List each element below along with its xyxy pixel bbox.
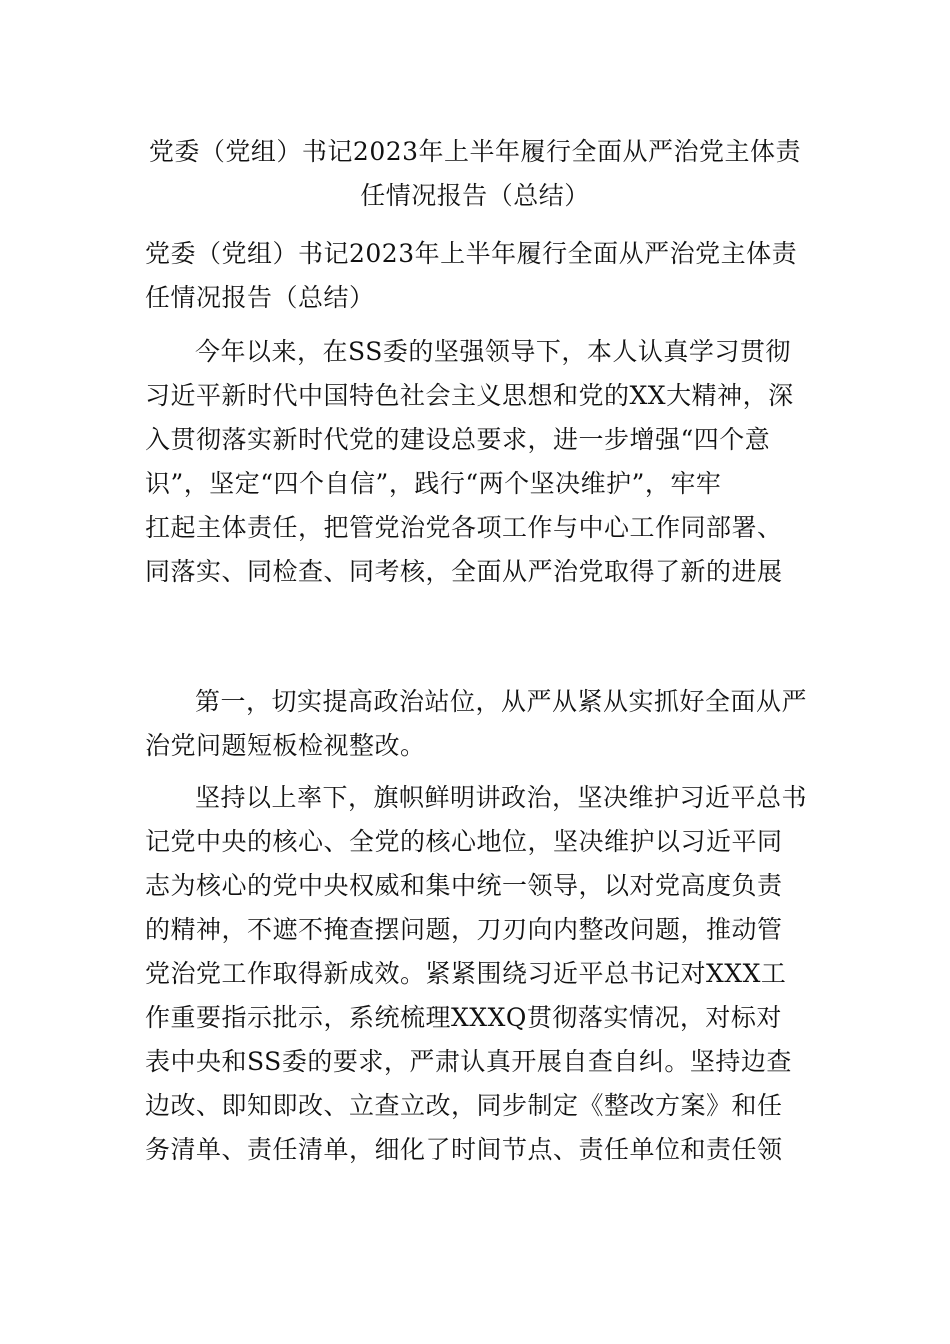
paragraph-line: 习近平新时代中国特色社会主义思想和党的XX大精神，深 bbox=[145, 381, 794, 410]
paragraph-2 bbox=[145, 680, 808, 768]
subtitle-line-2: 任情况报告（总结） bbox=[145, 283, 375, 312]
paragraph-line: 入贯彻落实新时代党的建设总要求，进一步增强“四个意 bbox=[145, 425, 771, 454]
paragraph-1 bbox=[145, 330, 805, 594]
paragraph-line: 党治党工作取得新成效。紧紧围绕习近平总书记对XXX工 bbox=[145, 959, 787, 988]
paragraph-line: 今年以来，在SS委的坚强领导下，本人认真学习贯彻 bbox=[195, 337, 791, 366]
paragraph-3 bbox=[145, 776, 808, 1172]
paragraph-line: 同落实、同检查、同考核，全面从严治党取得了新的进展 bbox=[145, 557, 783, 586]
paragraph-line: 识”，坚定“四个自信”，践行“两个坚决维护”，牢牢 bbox=[145, 469, 722, 498]
title-line-1: 党委（党组）书记2023年上半年履行全面从严治党主体责 bbox=[148, 137, 802, 166]
title-line-2: 任情况报告（总结） bbox=[360, 181, 590, 210]
paragraph-line: 志为核心的党中央权威和集中统一领导，以对党高度负责 bbox=[145, 871, 783, 900]
document-title bbox=[145, 130, 805, 218]
paragraph-line: 治党问题短板检视整改。 bbox=[145, 731, 426, 760]
document-subtitle bbox=[145, 232, 805, 320]
paragraph-line: 扛起主体责任，把管党治党各项工作与中心工作同部署、 bbox=[145, 513, 783, 542]
subtitle-line-1: 党委（党组）书记2023年上半年履行全面从严治党主体责 bbox=[145, 239, 798, 268]
paragraph-line: 表中央和SS委的要求，严肃认真开展自查自纠。坚持边查 bbox=[145, 1047, 792, 1076]
paragraph-line: 的精神，不遮不掩查摆问题，刀刃向内整改问题，推动管 bbox=[145, 915, 783, 944]
paragraph-line: 坚持以上率下，旗帜鲜明讲政治，坚决维护习近平总书 bbox=[195, 783, 808, 812]
paragraph-line: 第一，切实提高政治站位，从严从紧从实抓好全面从严 bbox=[195, 687, 808, 716]
paragraph-line: 边改、即知即改、立查立改，同步制定《整改方案》和任 bbox=[145, 1091, 783, 1120]
paragraph-line: 作重要指示批示，系统梳理XXXQ贯彻落实情况，对标对 bbox=[145, 1003, 782, 1032]
paragraph-line: 务清单、责任清单，细化了时间节点、责任单位和责任领 bbox=[145, 1135, 783, 1164]
paragraph-line: 记党中央的核心、全党的核心地位，坚决维护以习近平同 bbox=[145, 827, 783, 856]
